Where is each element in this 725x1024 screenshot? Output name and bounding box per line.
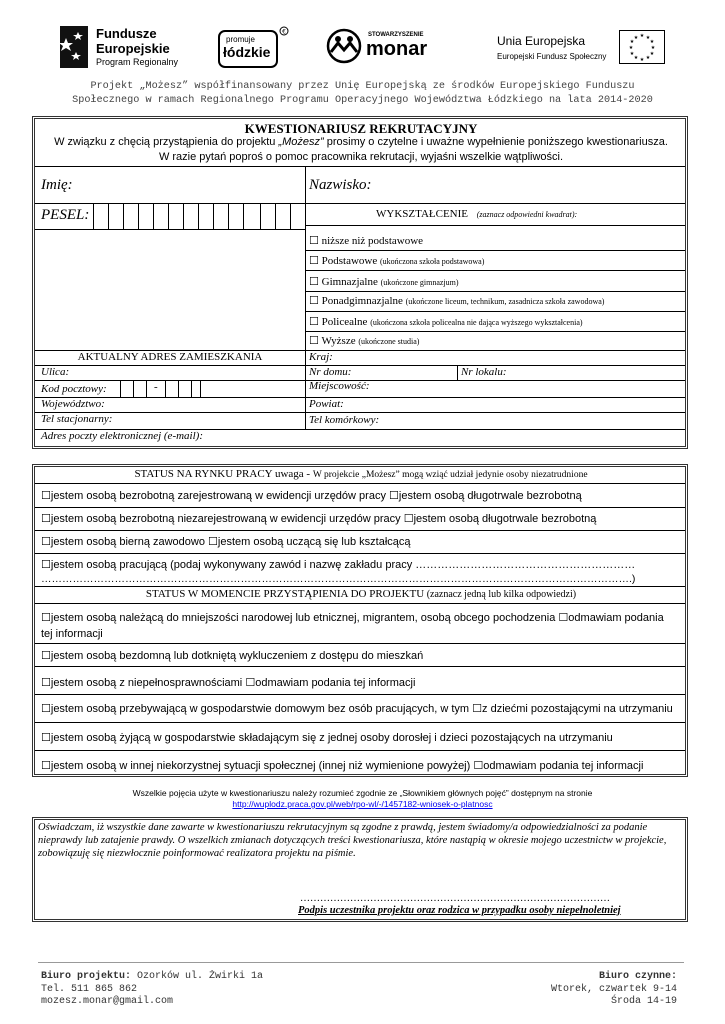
first-name-field[interactable]: Imię: xyxy=(41,177,73,193)
checkbox-icon[interactable]: ☐ xyxy=(41,489,51,502)
divider xyxy=(35,643,685,644)
status-option: jestem osobą bierną zawodowo xyxy=(50,536,205,548)
checkbox-icon[interactable]: ☐ xyxy=(309,315,319,328)
checkbox-icon[interactable]: ☐ xyxy=(208,535,218,548)
divider xyxy=(457,365,458,380)
footer-divider xyxy=(38,962,684,963)
postal-dash: - xyxy=(154,381,158,393)
lodzkie-small: promuje xyxy=(226,35,255,44)
edu-option[interactable] xyxy=(309,234,423,247)
checkbox-icon[interactable]: ☐ xyxy=(41,512,51,525)
moment-option: jestem osobą z niepełnosprawnościami xyxy=(50,677,243,689)
moment-title xyxy=(36,588,686,600)
fe-logo-icon xyxy=(58,24,90,70)
divider xyxy=(35,603,685,604)
education-title xyxy=(376,208,577,220)
apartment-number-field[interactable]: Nr lokalu: xyxy=(461,366,507,378)
status-option: jestem osobą długotrwale bezrobotną xyxy=(398,490,582,502)
divider xyxy=(305,331,685,332)
svg-text:★: ★ xyxy=(629,39,635,45)
monar-big: monar xyxy=(366,38,428,60)
edu-label: niższe niż podstawowe xyxy=(321,235,424,247)
checkbox-icon[interactable]: ☐ xyxy=(403,512,414,525)
last-name-field[interactable]: Nazwisko: xyxy=(309,177,372,193)
monar-logo-icon xyxy=(326,28,362,64)
svg-text:★: ★ xyxy=(639,57,645,63)
status-title-b: uwaga - xyxy=(272,468,313,480)
moment-option: odmawiam podania tej informacji xyxy=(255,677,416,689)
status-row xyxy=(41,489,582,502)
checkbox-icon[interactable]: ☐ xyxy=(309,334,319,347)
status-row xyxy=(41,558,635,571)
footer-hours-label: Biuro czynne: xyxy=(598,971,677,982)
checkbox-icon[interactable]: ☐ xyxy=(472,702,483,715)
svg-text:★: ★ xyxy=(628,45,634,51)
declaration-text: Oświadczam, iż wszystkie dane zawarte w kwestionariuszu rekrutacyjnym są zgodne z prawdą, jestem świadomy/a odpowiedzialności za podanie nieprawdy lub zatajenie prawdy. O wszelkich zmianach dotyczących treści kwestionariusza, które nastąpią w okresie mojego uczestnictw w projekcie, zobowiązuję się niezwłocznie poinformować realizatora projektu na piśmie. xyxy=(38,822,667,859)
fe-logo xyxy=(58,24,198,72)
street-field[interactable]: Ulica: xyxy=(41,366,70,378)
svg-text:★: ★ xyxy=(633,35,639,41)
eu-title: Unia Europejska xyxy=(497,34,586,48)
checkbox-icon[interactable]: ☐ xyxy=(41,759,51,772)
country-field[interactable]: Kraj: xyxy=(309,351,333,363)
checkbox-icon[interactable]: ☐ xyxy=(41,535,51,548)
checkbox-icon[interactable]: ☐ xyxy=(245,676,256,689)
signature-label: Podpis uczestnika projektu oraz rodzica w przypadku osoby niepełnoletniej xyxy=(298,905,621,916)
edu-label: Gimnazjalne xyxy=(321,276,378,288)
edu-option[interactable] xyxy=(309,315,583,328)
intro-text-a: W związku z chęcią przystąpienia do projektu xyxy=(54,136,279,148)
edu-label: Podstawowe xyxy=(321,255,378,267)
moment-option: jestem osobą żyjącą w gospodarstwie składającym się z jednej osoby dorosłej i dzieci pozostających na utrzymaniu xyxy=(50,732,613,744)
checkbox-icon[interactable]: ☐ xyxy=(41,558,51,571)
postal-code-label: Kod pocztowy: xyxy=(41,383,107,395)
svg-text:★: ★ xyxy=(645,55,651,61)
svg-text:€: € xyxy=(282,28,286,36)
checkbox-icon[interactable]: ☐ xyxy=(41,702,51,715)
header-line2: Społecznego w ramach Regionalnego Programu Operacyjnego Województwa Łódzkiego na lata 2014-2020 xyxy=(72,95,653,106)
footer-office xyxy=(41,971,263,982)
fe-line3: Program Regionalny xyxy=(96,57,179,67)
office-label: Biuro projektu: xyxy=(41,971,132,982)
checkbox-icon[interactable]: ☐ xyxy=(41,676,51,689)
checkbox-icon[interactable]: ☐ xyxy=(41,731,51,744)
svg-text:★: ★ xyxy=(633,55,639,61)
house-number-field[interactable]: Nr domu: xyxy=(309,366,352,378)
moment-option: jestem osobą w innej niekorzystnej sytuacji społecznej (innej niż wymienione powyżej) xyxy=(50,760,471,772)
checkbox-icon[interactable]: ☐ xyxy=(309,234,319,247)
divider xyxy=(35,229,305,230)
divider xyxy=(35,166,685,167)
footer-hours1: Wtorek, czwartek 9-14 xyxy=(550,984,677,995)
checkbox-icon[interactable]: ☐ xyxy=(558,611,569,624)
checkbox-icon[interactable]: ☐ xyxy=(309,254,319,267)
status-option: jestem osobą bezrobotną zarejestrowaną w ewidencji urzędów pracy xyxy=(50,490,386,502)
divider xyxy=(35,586,685,587)
edu-label: Wyższe xyxy=(321,335,356,347)
edu-label: Ponadgimnazjalne xyxy=(321,295,403,307)
city-field[interactable]: Miejscowość: xyxy=(309,380,370,392)
edu-label: Policealne xyxy=(321,316,368,328)
lodzkie-big: łódzkie xyxy=(223,44,271,60)
footer-hours2: Środa 14-19 xyxy=(610,996,677,1007)
edu-note: (ukończona szkoła podstawowa) xyxy=(379,257,485,266)
checkbox-icon[interactable]: ☐ xyxy=(389,489,399,502)
divider xyxy=(305,225,685,226)
landline-field[interactable]: Tel stacjonarny: xyxy=(41,413,113,425)
moment-row xyxy=(41,759,643,772)
divider xyxy=(35,722,685,723)
moment-option: z dziećmi pozostającymi na utrzymaniu xyxy=(482,703,673,715)
voivodeship-field[interactable]: Województwo: xyxy=(41,398,105,410)
divider xyxy=(35,397,685,398)
edu-option[interactable] xyxy=(309,294,604,307)
edu-option[interactable] xyxy=(309,254,484,267)
status-row xyxy=(41,512,596,525)
footer-email[interactable]: mozesz.monar@gmail.com xyxy=(41,996,174,1007)
svg-text:★: ★ xyxy=(649,51,655,57)
divider xyxy=(35,412,685,413)
fe-line2: Europejskie xyxy=(96,41,170,56)
status-option: jestem osobą długotrwale bezrobotną xyxy=(413,513,597,525)
svg-text:★: ★ xyxy=(629,51,635,57)
moment-row xyxy=(41,702,673,715)
monar-small: STOWARZYSZENIE xyxy=(368,32,424,38)
divider xyxy=(35,507,685,508)
moment-title-b: (zaznacz jedną lub kilka odpowiedzi) xyxy=(424,589,577,600)
divider xyxy=(35,530,685,531)
divider xyxy=(35,365,685,366)
mobile-field[interactable]: Tel komórkowy: xyxy=(309,414,380,426)
postal-code-input[interactable] xyxy=(120,380,200,397)
divider xyxy=(305,250,685,251)
lodzkie-logo xyxy=(218,26,290,68)
moment-option: odmawiam podania tej informacji xyxy=(483,760,644,772)
edu-note: (ukończone gimnazjum) xyxy=(380,278,459,287)
moment-title-a: STATUS W MOMENCIE PRZYSTĄPIENIA DO PROJEKTU xyxy=(145,588,425,600)
status-option: jestem osobą uczącą się lub kształcącą xyxy=(217,536,411,548)
office-address: Ozorków ul. Żwirki 1a xyxy=(131,971,264,982)
moment-row xyxy=(41,611,664,624)
svg-text:★: ★ xyxy=(639,33,645,39)
intro-text-c: prosimy o czytelne i uważne wypełnienie poniższego kwestionariusza. xyxy=(323,136,668,148)
education-title-text: WYKSZTAŁCENIE xyxy=(376,208,468,220)
monar-logo xyxy=(326,28,442,66)
divider xyxy=(305,291,685,292)
address-title: AKTUALNY ADRES ZAMIESZKANIA xyxy=(77,351,263,363)
email-field[interactable]: Adres poczty elektronicznej (e-mail): xyxy=(41,430,203,442)
status-row-cont[interactable]: …………………………………………………………………………………………………………………………………………………….) xyxy=(41,573,636,585)
edu-note: (ukończone liceum, technikum, zasadnicza szkoła zawodowa) xyxy=(405,297,605,306)
status-title-a: STATUS NA RYNKU PRACY xyxy=(134,468,273,480)
status-option: jestem osobą bezrobotną niezarejestrowaną w ewidencji urzędów pracy xyxy=(50,513,401,525)
checkbox-icon[interactable]: ☐ xyxy=(41,611,51,624)
eu-flag-icon xyxy=(619,30,665,64)
signature-dots[interactable]: ………………………………………………………………………………… xyxy=(300,893,610,904)
status-row xyxy=(41,535,411,548)
status-option[interactable]: jestem osobą pracującą (podaj wykonywany zawód i nazwę zakładu pracy …………………………………………………… xyxy=(50,559,636,571)
county-field[interactable]: Powiat: xyxy=(309,398,344,410)
moment-row xyxy=(41,676,415,689)
status-title xyxy=(36,468,686,480)
checkbox-icon[interactable]: ☐ xyxy=(473,759,484,772)
edu-note: (ukończone studia) xyxy=(358,337,420,346)
moment-option: odmawiam podania xyxy=(568,612,664,624)
glossary-link[interactable]: http://wuplodz.praca.gov.pl/web/rpo-wl/-/1457182-wniosek-o-platnosc xyxy=(232,799,493,809)
moment-row-cont: tej informacji xyxy=(41,628,103,640)
divider xyxy=(35,483,685,484)
divider xyxy=(35,666,685,667)
divider xyxy=(35,553,685,554)
moment-option: jestem osobą bezdomną lub dotkniętą wykluczeniem z dostępu do mieszkań xyxy=(50,650,424,662)
moment-row xyxy=(41,731,613,744)
edu-option[interactable] xyxy=(309,275,459,288)
divider xyxy=(305,311,685,312)
glossary-note: Wszelkie pojęcia użyte w kwestionariuszu należy rozumieć zgodnie ze „Słownikiem głównych pojęć” dostępnym na stronie xyxy=(132,788,593,798)
form-intro2: W razie pytań poproś o pomoc pracownika rekrutacji, wyjaśni wszelkie wątpliwości. xyxy=(158,151,564,163)
education-hint: (zaznacz odpowiedni kwadrat): xyxy=(476,210,578,219)
moment-row xyxy=(41,649,423,662)
checkbox-icon[interactable]: ☐ xyxy=(41,649,51,662)
divider xyxy=(305,270,685,271)
edu-option[interactable] xyxy=(309,334,419,347)
edu-note: (ukończona szkoła policealna nie dająca wyższego wykształcenia) xyxy=(370,318,583,327)
footer-phone: Tel. 511 865 862 xyxy=(41,984,138,995)
svg-text:★: ★ xyxy=(645,35,651,41)
eu-sub: Europejski Fundusz Społeczny xyxy=(497,52,607,61)
moment-option: jestem osobą przebywającą w gospodarstwie domowym bez osób pracujących, w tym xyxy=(50,703,470,715)
form-intro1 xyxy=(36,136,686,148)
header-line1: Projekt „Możesz” współfinansowany przez Unię Europejską ze środków Europejskiego Funduszu xyxy=(90,81,635,92)
form-title: KWESTIONARIUSZ REKRUTACYJNY xyxy=(244,121,478,136)
eu-logo xyxy=(497,28,667,68)
fe-line1: Fundusze xyxy=(96,26,157,41)
status-title-c: W projekcie „Możesz” mogą wziąć udział jedynie osoby niezatrudnione xyxy=(312,470,588,480)
checkbox-icon[interactable]: ☐ xyxy=(309,294,319,307)
divider xyxy=(305,166,306,429)
svg-text:★: ★ xyxy=(649,39,655,45)
pesel-label: PESEL: xyxy=(41,207,90,223)
divider xyxy=(35,694,685,695)
pesel-input[interactable] xyxy=(93,203,305,229)
divider xyxy=(35,750,685,751)
intro-project-name: „Możesz” xyxy=(278,136,324,148)
svg-text:★: ★ xyxy=(650,45,656,51)
checkbox-icon[interactable]: ☐ xyxy=(309,275,319,288)
moment-option: jestem osobą należącą do mniejszości narodowej lub etnicznej, migrantem, osobą obcego pochodzenia xyxy=(50,612,556,624)
